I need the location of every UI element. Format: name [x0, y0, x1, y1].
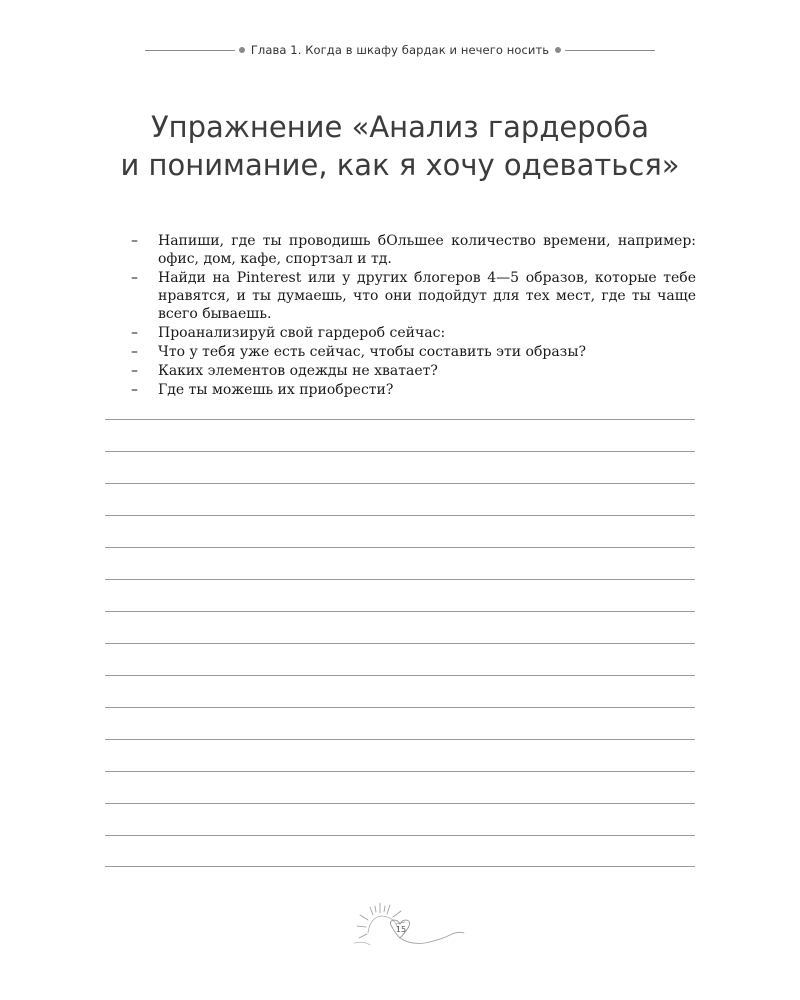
- writing-line: [105, 803, 695, 804]
- instruction-item: [131, 269, 696, 323]
- writing-line: [105, 515, 695, 516]
- writing-lines-area[interactable]: [105, 419, 695, 867]
- page-number: 15: [395, 925, 407, 934]
- header-dot-left-icon: [239, 47, 245, 53]
- writing-line: [105, 866, 695, 867]
- exercise-title: [60, 108, 740, 184]
- dash-bullet-icon: –: [131, 382, 138, 398]
- dash-bullet-icon: –: [131, 270, 138, 286]
- writing-line: [105, 419, 695, 420]
- writing-line: [105, 483, 695, 484]
- writing-line: [105, 547, 695, 548]
- writing-line: [105, 835, 695, 836]
- instruction-text: Напиши, где ты проводишь бОльшее количество времени, например: офис, дом, кафе, спортзал и тд.: [158, 233, 696, 267]
- running-header-title: Глава 1. Когда в шкафу бардак и нечего носить: [250, 43, 550, 57]
- instruction-item: [131, 232, 696, 268]
- dash-bullet-icon: –: [131, 363, 138, 379]
- dash-bullet-icon: –: [131, 344, 138, 360]
- writing-line: [105, 579, 695, 580]
- writing-line: [105, 643, 695, 644]
- instruction-list: [131, 232, 696, 400]
- running-header: [145, 41, 655, 61]
- instruction-item: [131, 343, 696, 361]
- exercise-title-line-1: Упражнение «Анализ гардероба: [150, 110, 650, 144]
- header-rule-right: [565, 50, 655, 51]
- instruction-text: Что у тебя уже есть сейчас, чтобы составить эти образы?: [158, 344, 586, 360]
- instruction-text: Проанализируй свой гардероб сейчас:: [158, 325, 446, 341]
- header-dot-right-icon: [555, 47, 561, 53]
- instruction-text: Каких элементов одежды не хватает?: [158, 363, 438, 379]
- header-rule-left: [145, 50, 235, 51]
- instruction-item: [131, 324, 696, 342]
- writing-line: [105, 739, 695, 740]
- instruction-item: [131, 381, 696, 399]
- writing-line: [105, 771, 695, 772]
- writing-line: [105, 611, 695, 612]
- instruction-text: Найди на Pinterest или у других блогеров 4—5 образов, которые тебе нравятся, и ты думаешь, что они подойдут для тех мест, где ты чаще всего бываешь.: [158, 270, 696, 322]
- instruction-text: Где ты можешь их приобрести?: [158, 382, 394, 398]
- writing-line: [105, 707, 695, 708]
- dash-bullet-icon: –: [131, 325, 138, 341]
- writing-line: [105, 675, 695, 676]
- writing-line: [105, 451, 695, 452]
- exercise-title-line-2: и понимание, как я хочу одеваться»: [120, 148, 680, 182]
- dash-bullet-icon: –: [131, 233, 138, 249]
- instruction-item: [131, 362, 696, 380]
